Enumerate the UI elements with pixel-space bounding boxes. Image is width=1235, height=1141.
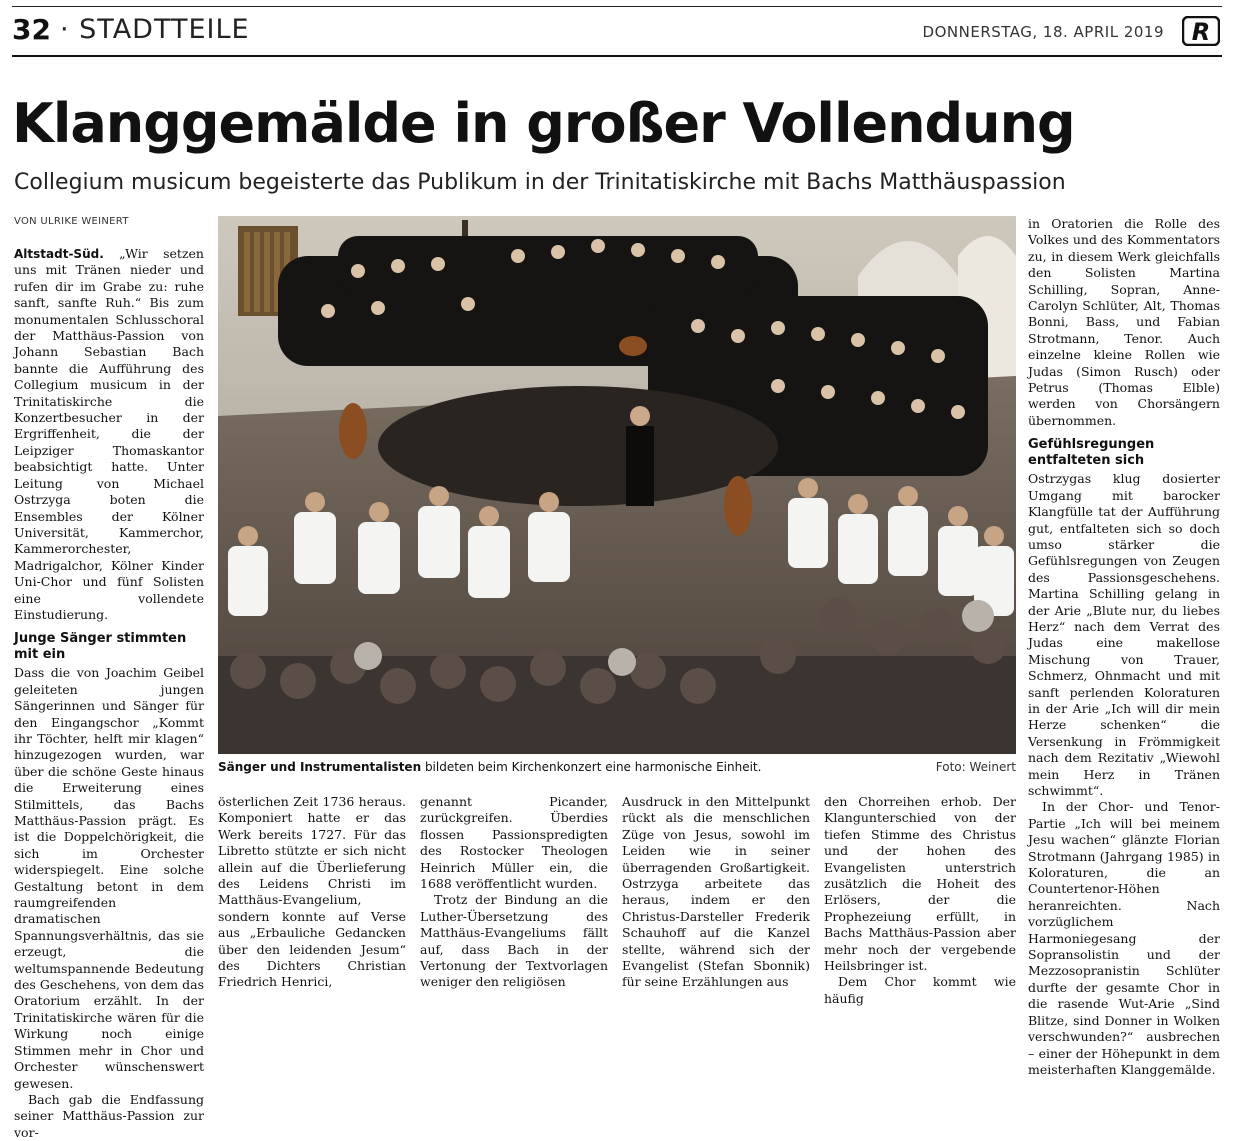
article-column-6 (1028, 216, 1220, 1078)
section-name: STADTTEILE (79, 14, 250, 45)
paragraph: österlichen Zeit 1736 heraus. Komponiert hatte er das Werk bereits 1727. Für das Libretto stützte er sich nicht allein auf die Überlieferung des Leidens Christi im Matthäus-Evangelium, sondern konnte auf Verse aus „Erbauliche Gedancken über den leidenden Jesum“ des Dichters Christian Friedrich Henrici, (218, 794, 406, 990)
paragraph: Ausdruck in den Mittelpunkt rückt als die menschlichen Züge von Jesus, sowohl im Leiden wie in seiner überragenden Großartigkeit. Ostrzyga arbeitete das heraus, indem er den Christus-Darsteller Frederik Schauhoff auf die Kanzel stellte, während sich der Evangelist (Stefan Sbonnik) für seine Erzählungen aus (622, 794, 810, 990)
paragraph: Trotz der Bindung an die Luther-Übersetzung des Matthäus-Evangeliums fällt auf, dass Bach in der Vertonung der Textvorlagen weniger den religiösen (420, 892, 608, 990)
article-column-5 (824, 794, 1016, 1007)
article-column-2 (218, 794, 406, 991)
church-concert-illustration (218, 216, 1016, 754)
paragraph: Dass die von Joachim Geibel geleiteten jungen Sängerinnen und Sänger für den Eingangschor „Kommt ihr Töchter, helft mir klagen“ hinzugezogen wurden, war über die schöne Geste hinaus die Erweiterung eines Stilmittels, das Bachs Matthäus-Passion prägt. Es ist die Doppelchörigkeit, die sich im Orchester widerspiegelt. Eine solche Gestaltung betont in dem raumgreifenden dramatischen Spannungsverhältnis, das sie erzeugt, die weltumspannende Bedeutung des Geschehens, von dem das Oratorium erzählt. In der Trinitatiskirche wären für die Wirkung noch einige Stimmen mehr in Chor und Orchester wünschenswert gewesen. (14, 665, 204, 1091)
photo-caption (218, 760, 1016, 774)
article-column-4 (622, 794, 810, 991)
paragraph: In der Chor- und Tenor-Partie „Ich will bei meinem Jesu wachen“ glänzte Florian Strotmann (Jahrgang 1985) in Koloraturen, die an Countertenor-Höhen heranreichten. Nach vorzüglichem Harmoniegesang der Sopransolistin und der Mezzosopranistin Schlüter durfte der gesamte Chor in die rasende Wut-Arie „Sind Blitze, sind Donner in Wolken verschwunden?“ ausbrechen – einer der Höhepunkt in dem meisterhaften Klanggemälde. (1028, 799, 1220, 1077)
dateline: Altstadt-Süd. (14, 247, 104, 261)
paragraph: Ostrzygas klug dosierter Umgang mit barocker Klangfülle tat der Aufführung gut, entfalteten sich so doch umso stärker die Gefühlsregungen von Zeugen des Passionsgeschehens. Martina Schilling gelang in der Arie „Blute nur, du liebes Herz“ nach dem Verrat des Judas eine makellose Mischung von Trauer, Schmerz, Ohnmacht und mit sanft perlenden Koloraturen in der Arie „Ich will dir mein Herze schenken“ die Versenkung in Frömmigkeit nach dem Rezitativ „Wiewohl mein Herz in Tränen schwimmt“. (1028, 471, 1220, 798)
section-title: · STADTTEILE (60, 14, 250, 45)
caption-bold: Sänger und Instrumentalisten (218, 760, 422, 774)
intertitle: Gefühlsregungen entfalteten sich (1028, 437, 1155, 469)
paragraph: genannt Picander, zurückgreifen. Überdies flossen Passionspredigten des Rostocker Theologen Heinrich Müller ein, die 1688 veröffentlicht wurden. (420, 794, 608, 892)
byline: VON ULRIKE WEINERT (14, 216, 129, 227)
article-headline: Klanggemälde in großer Vollendung (12, 92, 1075, 155)
paragraph-text: „Wir setzen uns mit Tränen nieder und rufen dir im Grabe zu: ruhe sanft, sanfte Ruh.“ Bis zum monumentalen Schlusschoral der Matthäus-Passion von Johann Sebastian Bach bannte die Aufführung des Collegium musicum in der Trinitatiskirche die Konzertbesucher in der Ergriffenheit, die der Leipziger Thomaskantor beabsichtigt hatte. Unter Leitung von Michael Ostrzyga boten die Ensembles der Kölner Universität, Kammerchor, Kammerorchester, Madrigalchor, Kölner Kinder Uni-Chor und fünf Solisten eine vollendete Einstudierung. (14, 246, 204, 622)
concert-photo (218, 216, 1016, 754)
article-subheadline: Collegium musicum begeisterte das Publikum in der Trinitatiskirche mit Bachs Matthäuspassion (14, 170, 1066, 195)
page-number: 32 (12, 13, 51, 46)
paragraph: in Oratorien die Rolle des Volkes und des Kommentators zu, in diesem Werk gleichfalls den Solisten Martina Schilling, Sopran, Anne-Carolyn Schlüter, Alt, Thomas Bonni, Bass, und Fabian Strotmann, Tenor. Auch einzelne kleine Rollen wie Judas (Simon Rusch) oder Petrus (Thomas Elble) werden von Chorsängern übernommen. (1028, 216, 1220, 428)
caption-text: bildeten beim Kirchenkonzert eine harmonische Einheit. (421, 760, 762, 774)
svg-text:R: R (1191, 18, 1211, 46)
article-column-1 (14, 246, 204, 1141)
paragraph: den Chorreihen erhob. Der Klangunterschied von der tiefen Stimme des Christus und der hohen des Evangelisten unterstrich zusätzlich die Hoheit des Erlösers, der die Prophezeiung erfüllt, in Bachs Matthäus-Passion aber mehr noch der vergebende Heilsbringer ist. (824, 794, 1016, 974)
article-column-3 (420, 794, 608, 991)
paragraph: Dem Chor kommt wie häufig (824, 974, 1016, 1006)
intertitle: Junge Sänger stimmten mit ein (14, 631, 187, 663)
photo-credit: Foto: Weinert (935, 760, 1016, 774)
issue-date: DONNERSTAG, 18. APRIL 2019 (922, 23, 1164, 41)
paragraph (14, 246, 204, 623)
newspaper-r-logo-icon (1182, 16, 1220, 46)
page-header (12, 6, 1222, 57)
paragraph: Bach gab die Endfassung seiner Matthäus-Passion zur vor- (14, 1091, 204, 1140)
